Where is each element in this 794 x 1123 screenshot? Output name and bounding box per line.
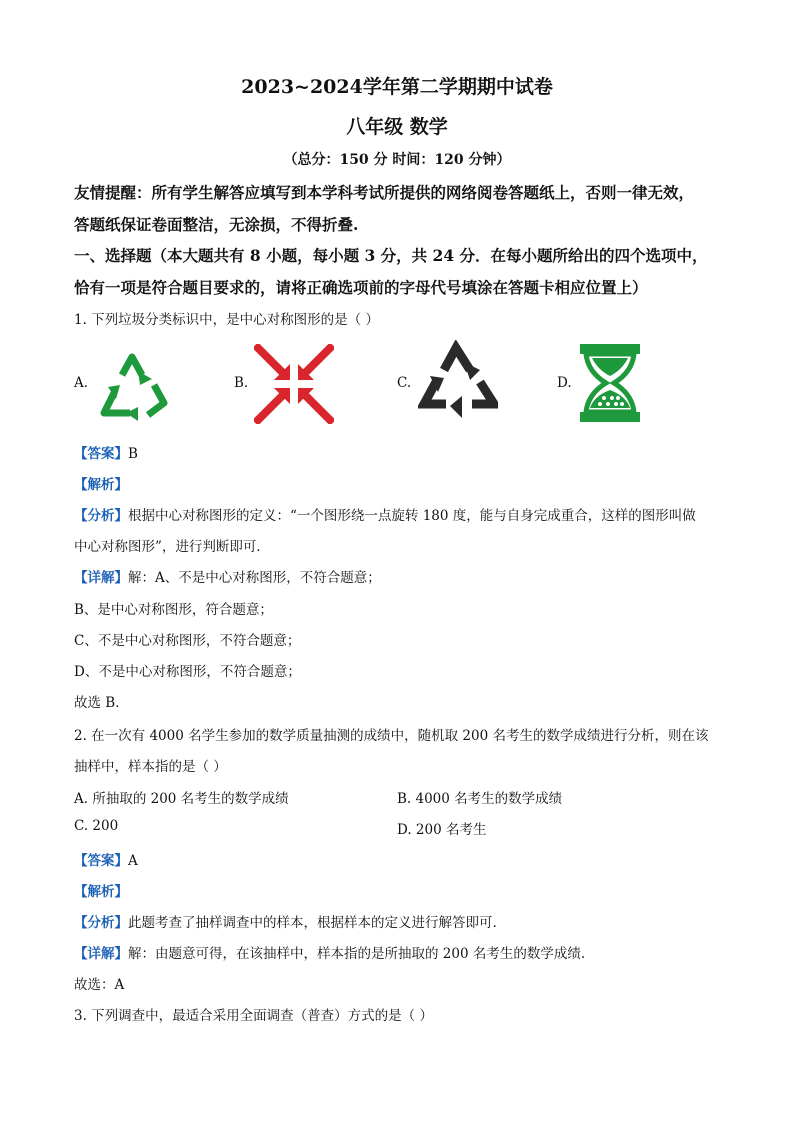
option-b-letter: B. [234,375,249,391]
q2-detail: 【详解】解：由题意可得，在该抽样中，样本指的是所抽取的 200 名考生的数学成绩. [74,946,586,962]
answer-tag: 【答案】 [74,853,128,869]
q1-fenxi-line-1: 【分析】根据中心对称图形的定义：“一个图形绕一点旋转 180 度，能与自身完成重合，这样的图形叫做 [74,508,696,524]
q2-option-b: B. 4000 名考生的数学成绩 [397,791,563,807]
q2-answer [74,849,138,869]
hourglass-icon [578,342,642,424]
option-d-letter: D. [557,375,572,391]
fenxi-tag: 【分析】 [74,915,128,931]
q1-answer [74,442,138,462]
q1-detail-line-4: D、不是中心对称图形，不符合题意； [74,664,301,680]
q1-analysis-tag: 【解析】 [74,477,128,493]
section-heading-line-1: 一、选择题（本大题共有 8 小题，每小题 3 分，共 24 分．在每小题所给出的四个选项中， [74,246,708,265]
question-1-stem: 1. 下列垃圾分类标识中，是中心对称图形的是（ ） [74,312,379,328]
q1-fenxi-line-2: 中心对称图形”，进行判断即可． [74,539,270,555]
q2-option-d: D. 200 名考生 [397,822,487,838]
fenxi-tag: 【分析】 [74,508,128,524]
answer-tag: 【答案】 [74,446,128,462]
exam-info: （总分：150 分 时间：120 分钟） [283,152,511,168]
q1-conclusion: 故选 B． [74,695,129,711]
section-heading-line-2: 恰有一项是符合题目要求的，请将正确选项前的字母代号填涂在答题卡相应位置上） [74,278,648,297]
page-subtitle: 八年级 数学 [346,116,448,138]
q1-detail-line-3: C、不是中心对称图形，不符合题意； [74,633,301,649]
q2-conclusion: 故选：A [74,977,125,993]
question-2-stem-line-1: 2. 在一次有 4000 名学生参加的数学质量抽测的成绩中，随机取 200 名考生的数学成绩进行分析，则在该 [74,728,709,744]
reminder-line-1: 友情提醒：所有学生解答应填写到本学科考试所提供的网络阅卷答题纸上，否则一律无效， [74,183,695,202]
q2-analysis-tag: 【解析】 [74,884,128,900]
answer-value: A [128,853,138,869]
detail-tag: 【详解】 [74,946,128,962]
detail-tag: 【详解】 [74,570,128,586]
answer-value: B [128,446,138,462]
q2-option-a: A. 所抽取的 200 名考生的数学成绩 [74,791,289,807]
black-recycle-icon [418,340,498,426]
question-3-stem: 3. 下列调查中，最适合采用全面调查（普查）方式的是（ ） [74,1008,433,1024]
q1-detail-line-1: 【详解】解：A、不是中心对称图形，不符合题意； [74,570,381,586]
q2-fenxi: 【分析】此题考查了抽样调查中的样本，根据样本的定义进行解答即可. [74,915,497,931]
reminder-line-2: 答题纸保证卷面整洁，无涂损，不得折叠. [74,215,359,234]
q2-option-c: C. 200 [74,818,119,834]
green-recycle-icon [92,345,174,421]
red-arrows-icon [254,344,334,424]
question-2-stem-line-2: 抽样中，样本指的是（ ） [74,759,227,775]
option-c-letter: C. [397,375,412,391]
q1-detail-line-2: B、是中心对称图形，符合题意； [74,602,273,618]
option-a-letter: A. [74,375,89,391]
page-title: 2023~2024学年第二学期期中试卷 [241,76,553,98]
